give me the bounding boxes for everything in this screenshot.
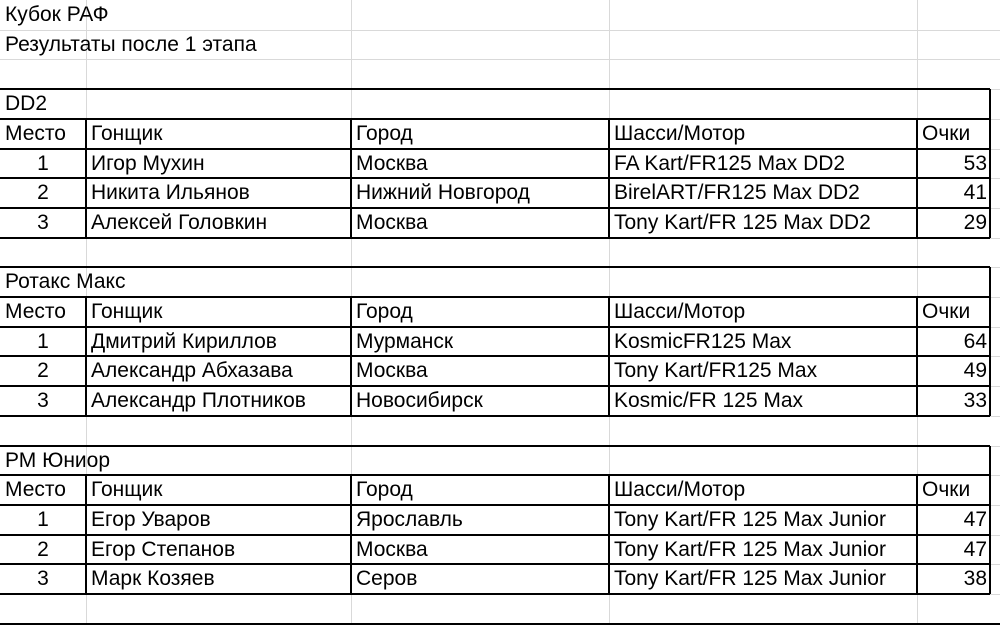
cell-chassis[interactable]: Kosmic/FR 125 Max <box>614 389 804 413</box>
cell-driver[interactable]: Александр Абхазава <box>91 359 293 383</box>
table-row <box>0 208 1000 238</box>
cell-driver[interactable]: Александр Плотников <box>91 389 306 413</box>
cell-points[interactable]: 29 <box>963 210 987 234</box>
cell-place[interactable]: 1 <box>37 329 49 353</box>
header-driver[interactable]: Гонщик <box>91 300 163 323</box>
class-name[interactable]: Ротакс Макс <box>5 270 126 294</box>
subtitle-row <box>0 30 1000 60</box>
table-header-row <box>0 297 1000 327</box>
table-header-row <box>0 119 1000 149</box>
header-place[interactable]: Место <box>5 478 66 502</box>
cell-chassis[interactable]: FA Kart/FR125 Max DD2 <box>614 151 846 175</box>
cell-points[interactable]: 41 <box>963 181 987 205</box>
header-driver[interactable]: Гонщик <box>91 478 163 502</box>
cell-chassis[interactable]: Tony Kart/FR 125 Max DD2 <box>614 210 871 234</box>
cell-chassis[interactable]: Tony Kart/FR 125 Max Junior <box>614 567 886 591</box>
cell-city[interactable]: Москва <box>356 151 428 175</box>
sheet-subtitle[interactable]: Результаты после 1 этапа <box>5 32 257 56</box>
header-place[interactable]: Место <box>5 300 66 323</box>
class-name-row <box>0 446 1000 476</box>
table-row <box>0 564 1000 594</box>
cell-driver[interactable]: Дмитрий Кириллов <box>91 329 277 353</box>
cell-place[interactable]: 2 <box>37 359 49 383</box>
header-chassis[interactable]: Шасси/Мотор <box>614 300 746 323</box>
cell-place[interactable]: 3 <box>37 210 49 234</box>
header-points[interactable]: Очки <box>922 478 971 502</box>
table-row <box>0 356 1000 386</box>
cell-city[interactable]: Москва <box>356 210 428 234</box>
cell-chassis[interactable]: Tony Kart/FR 125 Max Junior <box>614 507 886 531</box>
cell-place[interactable]: 1 <box>37 151 49 175</box>
cell-city[interactable]: Ярославль <box>356 507 463 531</box>
header-chassis[interactable]: Шасси/Мотор <box>614 121 746 145</box>
cell-points[interactable]: 38 <box>963 567 987 591</box>
cell-driver[interactable]: Алексей Головкин <box>91 210 268 234</box>
table-header-row <box>0 475 1000 505</box>
cell-driver[interactable]: Егор Уваров <box>91 507 211 531</box>
header-city[interactable]: Город <box>356 300 413 323</box>
class-name-row <box>0 89 1000 119</box>
cell-chassis[interactable]: Tony Kart/FR125 Max <box>614 359 818 383</box>
header-points[interactable]: Очки <box>922 300 971 323</box>
header-points[interactable]: Очки <box>922 121 971 145</box>
class-name[interactable]: DD2 <box>5 92 48 116</box>
cell-place[interactable]: 3 <box>37 389 49 413</box>
cell-city[interactable]: Москва <box>356 537 428 561</box>
cell-city[interactable]: Мурманск <box>356 329 454 353</box>
header-city[interactable]: Город <box>356 121 413 145</box>
cell-driver[interactable]: Егор Степанов <box>91 537 236 561</box>
cell-chassis[interactable]: Tony Kart/FR 125 Max Junior <box>614 537 886 561</box>
cell-points[interactable]: 47 <box>963 537 987 561</box>
cell-points[interactable]: 47 <box>963 507 987 531</box>
table-row <box>0 178 1000 208</box>
class-name[interactable]: РМ Юниор <box>5 448 110 472</box>
cell-points[interactable]: 64 <box>963 329 987 353</box>
cell-city[interactable]: Новосибирск <box>356 389 483 413</box>
cell-chassis[interactable]: KosmicFR125 Max <box>614 329 792 353</box>
cell-city[interactable]: Москва <box>356 359 428 383</box>
cell-city[interactable]: Нижний Новгород <box>356 181 530 205</box>
table-row <box>0 149 1000 179</box>
table-row <box>0 386 1000 416</box>
header-city[interactable]: Город <box>356 478 413 502</box>
cell-city[interactable]: Серов <box>356 567 418 591</box>
cell-points[interactable]: 49 <box>963 359 987 383</box>
cell-place[interactable]: 1 <box>37 507 49 531</box>
cell-driver[interactable]: Никита Ильянов <box>91 181 250 205</box>
cell-points[interactable]: 33 <box>963 389 987 413</box>
class-name-row <box>0 267 1000 297</box>
cell-place[interactable]: 2 <box>37 181 49 205</box>
table-row <box>0 535 1000 565</box>
header-driver[interactable]: Гонщик <box>91 121 163 145</box>
sheet-title[interactable]: Кубок РАФ <box>5 3 109 26</box>
header-chassis[interactable]: Шасси/Мотор <box>614 478 746 502</box>
cell-driver[interactable]: Марк Козяев <box>91 567 215 591</box>
title-row <box>0 0 1000 30</box>
table-row <box>0 327 1000 357</box>
cell-points[interactable]: 53 <box>963 151 987 175</box>
cell-place[interactable]: 2 <box>37 537 49 561</box>
cell-chassis[interactable]: BirelART/FR125 Max DD2 <box>614 181 860 205</box>
cell-driver[interactable]: Игор Мухин <box>91 151 205 175</box>
table-row <box>0 505 1000 535</box>
header-place[interactable]: Место <box>5 121 66 145</box>
cell-place[interactable]: 3 <box>37 567 49 591</box>
